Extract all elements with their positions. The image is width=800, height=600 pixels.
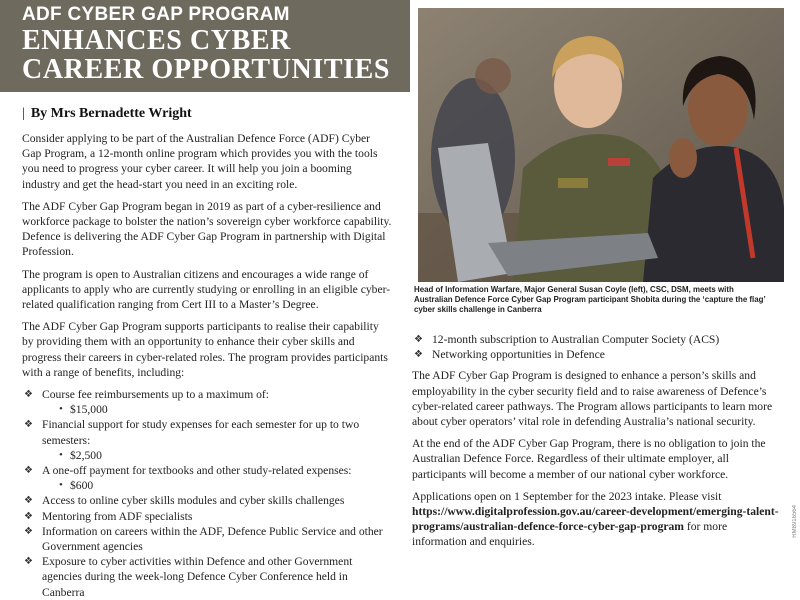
benefits-list-continued: [412, 332, 782, 362]
list-item: ❖ Mentoring from ADF specialists: [22, 509, 392, 524]
list-item-amount: • $15,000: [22, 402, 392, 417]
article-left-column: [22, 131, 392, 600]
list-item: ❖ A one-off payment for textbooks and other study-related expenses:: [22, 463, 392, 478]
list-item: ❖ Exposure to cyber activities within Defence and other Government agencies during the week-long Defence Cyber Conference held in Canberra: [22, 554, 392, 600]
list-item-amount: • $2,500: [22, 448, 392, 463]
list-item: ❖ Information on careers within the ADF, Defence Public Service and other Government agencies: [22, 524, 392, 554]
reference-code: RM8916564: [792, 505, 798, 538]
kicker: ADF CYBER GAP PROGRAM: [22, 4, 290, 25]
list-item: ❖ Course fee reimbursements up to a maximum of:: [22, 387, 392, 402]
participant-hand: [669, 138, 697, 178]
list-item: ❖ Networking opportunities in Defence: [412, 347, 782, 362]
paragraph: At the end of the ADF Cyber Gap Program, there is no obligation to join the Australian Defence Force. Regardless of their ultimate employer, all participants will become a member of our national cyber workforce.: [412, 437, 766, 481]
closing-text: for more information and enquiries.: [412, 520, 728, 549]
paragraph: Consider applying to be part of the Australian Defence Force (ADF) Cyber Gap Program, a 12-month online program which provides you with the tools you need to progress your cyber career. It will help you join a booming industry and get the head-start you need in an exciting role.: [22, 132, 378, 191]
list-item: ❖ Financial support for study expenses for each semester for up to two semesters:: [22, 417, 392, 447]
article-right-column: [412, 332, 782, 557]
article-photo: [410, 0, 782, 282]
program-url-link[interactable]: https://www.digitalprofession.gov.au/career-development/emerging-talent-programs/australian-defence-force-cyber-gap-program: [412, 505, 779, 534]
rank-insignia: [608, 158, 630, 166]
photo-illustration: [418, 8, 784, 282]
byline: [22, 106, 192, 122]
paragraph: The ADF Cyber Gap Program is designed to enhance a person’s skills and employability in the cyber security field and to raise awareness of Defence’s cyber-related career pathways. The Program allows participants to learn more about cyber operators’ vital role in defending Australia’s national security.: [412, 369, 773, 429]
masthead: [0, 0, 410, 92]
list-item: ❖ Access to online cyber skills modules and cyber skills challenges: [22, 493, 392, 508]
closing-text: Applications open on 1 September for the 2023 intake. Please visit: [412, 489, 722, 503]
headline: ENHANCES CYBER CAREER OPPORTUNITIES: [22, 25, 391, 85]
byline-author: By Mrs Bernadette Wright: [30, 106, 192, 121]
paragraph: The ADF Cyber Gap Program supports participants to realise their capability by providing them with an opportunity to enhance their cyber skills and progress their careers in cyber-related roles. The program provides participants with a range of benefits, including:: [22, 320, 388, 379]
background-person-head: [475, 58, 511, 94]
list-item-amount: • $600: [22, 478, 392, 493]
list-item: ❖ 12-month subscription to Australian Computer Society (ACS): [412, 332, 782, 347]
closing-paragraph: [412, 489, 782, 550]
byline-separator: |: [22, 106, 25, 121]
paragraph: The program is open to Australian citizens and encourages a wide range of applicants to apply who are currently studying or enrolling in an eligible cyber-related qualification ranging from Cert III to a Master’s Degree.: [22, 267, 391, 312]
medal-ribbons: [558, 178, 588, 188]
paragraph: The ADF Cyber Gap Program began in 2019 as part of a cyber-resilience and workforce package to bolster the nation’s sovereign cyber workforce capability. Defence is delivering the ADF Cyber Gap Program in partnership with Digital Profession.: [22, 199, 392, 259]
benefits-list: [22, 387, 392, 600]
photo-caption: Head of Information Warfare, Major General Susan Coyle (left), CSC, DSM, meets with Australian Defence Force Cyber Gap Program participant Shobita during the ‘capture the flag’ cyber skills challenge in Canberra: [414, 285, 766, 314]
